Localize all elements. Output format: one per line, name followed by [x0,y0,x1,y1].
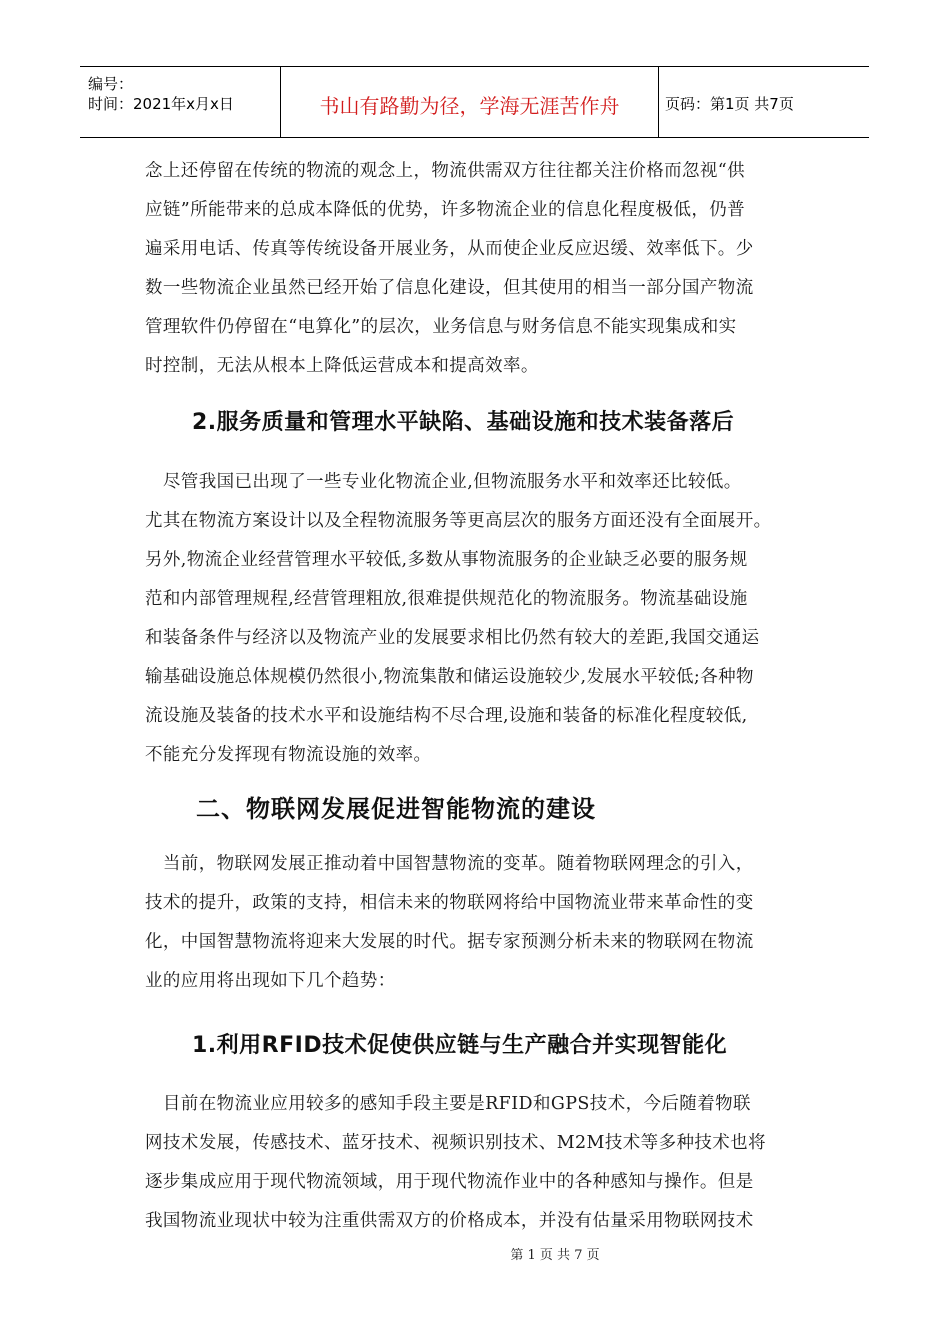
paragraph-line: 不能充分发挥现有物流设施的效率。 [145,745,432,765]
paragraph-line: 我国物流业现状中较为注重供需双方的价格成本，并没有估量采用物联网技术 [145,1211,754,1231]
paragraph-line: 目前在物流业应用较多的感知手段主要是RFID和GPS技术，今后随着物联 [145,1094,751,1114]
chapter-heading: 二、物联网发展促进智能物流的建设 [196,795,596,823]
paragraph-line: 当前，物联网发展正推动着中国智慧物流的变革。随着物联网理念的引入， [145,854,754,874]
paragraph-line: 和装备条件与经济以及物流产业的发展要求相比仍然有较大的差距,我国交通运 [145,628,760,648]
page-footer: 第 1 页 共 7 页 [510,1248,600,1263]
paragraph-line: 输基础设施总体规模仍然很小,物流集散和储运设施较少,发展水平较低;各种物 [145,667,754,687]
paragraph-1 [145,152,845,386]
paragraph-line: 另外,物流企业经营管理水平较低,多数从事物流服务的企业缺乏必要的服务规 [145,550,748,570]
paragraph-4 [145,1085,845,1241]
paragraph-line: 范和内部管理规程,经营管理粗放,很难提供规范化的物流服务。物流基础设施 [145,589,748,609]
paragraph-line: 技术的提升，政策的支持，相信未来的物联网将给中国物流业带来革命性的变 [145,893,754,913]
paragraph-2 [145,463,845,775]
paragraph-line: 化，中国智慧物流将迎来大发展的时代。据专家预测分析未来的物联网在物流 [145,932,754,952]
paragraph-line: 遍采用电话、传真等传统设备开展业务，从而使企业反应迟缓、效率低下。少 [145,239,754,259]
paragraph-line: 流设施及装备的技术水平和设施结构不尽合理,设施和装备的标准化程度较低, [145,706,748,726]
document-date-label: 时间：2021年x月x日 [88,95,234,113]
section-heading-1: 1.利用RFID技术促使供应链与生产融合并实现智能化 [192,1033,728,1058]
page-header [80,66,869,138]
paragraph-line: 网技术发展，传感技术、蓝牙技术、视频识别技术、M2M技术等多种技术也将 [145,1133,766,1153]
section-heading-2: 2.服务质量和管理水平缺陷、基础设施和技术装备落后 [192,410,735,435]
paragraph-line: 逐步集成应用于现代物流领域，用于现代物流作业中的各种感知与操作。但是 [145,1172,754,1192]
paragraph-line: 念上还停留在传统的物流的观念上，物流供需双方往往都关注价格而忽视“供 [145,161,746,181]
paragraph-line: 尤其在物流方案设计以及全程物流服务等更高层次的服务方面还没有全面展开。 [145,511,772,531]
document-number-label: 编号： [88,75,134,93]
paragraph-line: 数一些物流企业虽然已经开始了信息化建设，但其使用的相当一部分国产物流 [145,278,754,298]
header-motto-cell [281,67,659,137]
paragraph-line: 尽管我国已出现了一些专业化物流企业,但物流服务水平和效率还比较低。 [145,472,742,492]
paragraph-line: 时控制，无法从根本上降低运营成本和提高效率。 [145,356,539,376]
header-page-cell [659,67,869,137]
header-motto: 书山有路勤为径，学海无涯苦作舟 [319,94,620,118]
header-meta-cell [80,67,281,137]
paragraph-line: 管理软件仍停留在“电算化”的层次，业务信息与财务信息不能实现集成和实 [145,317,737,337]
paragraph-3 [145,845,845,1001]
paragraph-line: 业的应用将出现如下几个趋势： [145,971,396,991]
paragraph-line: 应链”所能带来的总成本降低的优势，许多物流企业的信息化程度极低，仍普 [145,200,746,220]
header-page-info: 页码：第1页 共7页 [665,95,794,113]
